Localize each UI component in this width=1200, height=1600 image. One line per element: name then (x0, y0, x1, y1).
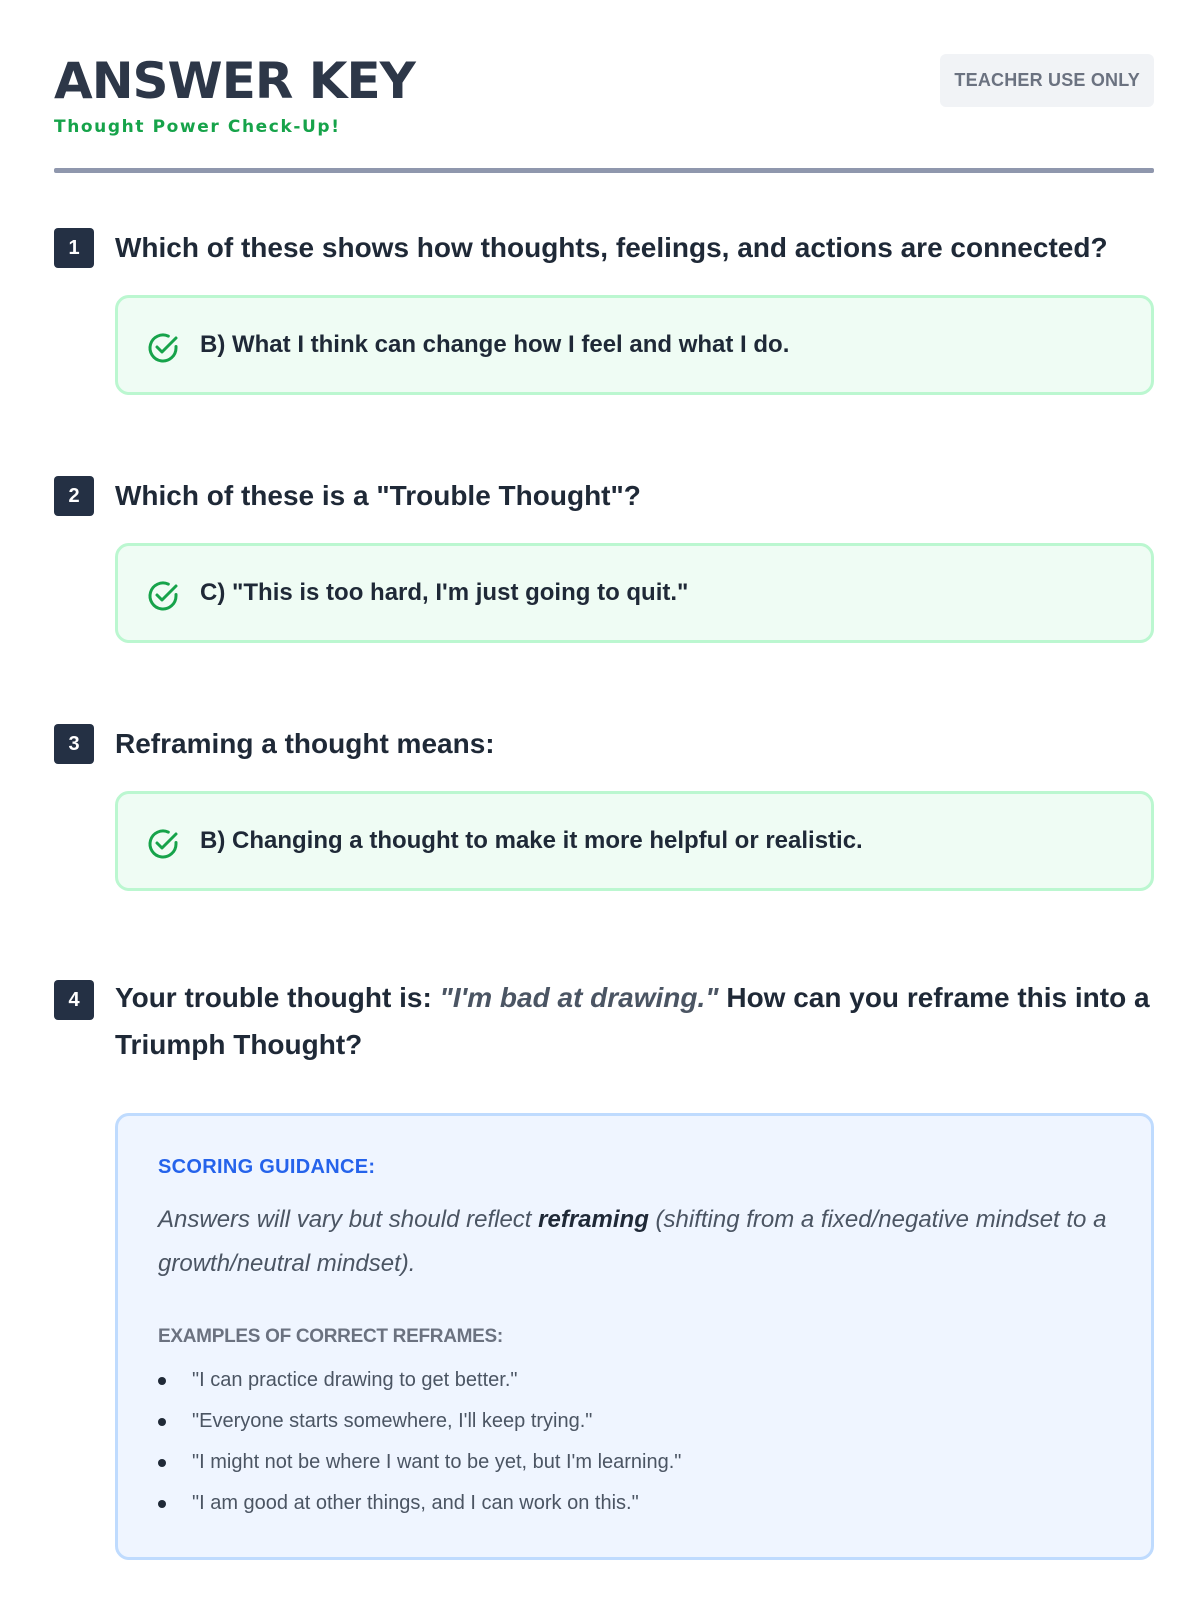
page-title: ANSWER KEY (54, 52, 415, 110)
question-text-tail: How can you reframe this into a Triumph Thought? (115, 982, 1150, 1060)
example-item: "I am good at other things, and I can work on this." (158, 1483, 681, 1524)
question-number: 3 (54, 724, 94, 764)
question-text: Which of these is a "Trouble Thought"? (115, 480, 641, 511)
answer-text: B) What I think can change how I feel and what I do. (200, 331, 790, 358)
correct-answer-box (115, 791, 1154, 891)
correct-answer-box (115, 295, 1154, 395)
examples-heading: EXAMPLES OF CORRECT REFRAMES: (158, 1326, 503, 1347)
scoring-guidance-text (158, 1198, 1118, 1286)
question-number: 1 (54, 228, 94, 268)
header-divider (54, 168, 1154, 173)
question-text: Reframing a thought means: (115, 728, 495, 759)
answer-text: C) "This is too hard, I'm just going to quit." (200, 579, 689, 606)
guidance-text-tail: (shifting from a fixed/negative mindset to a growth/neutral mindset). (158, 1206, 1107, 1277)
example-item: "Everyone starts somewhere, I'll keep trying." (158, 1401, 681, 1442)
question-text (115, 974, 1155, 1068)
question-text-lead: Your trouble thought is: (115, 982, 432, 1013)
check-circle-icon (146, 331, 180, 365)
question-number: 2 (54, 476, 94, 516)
trouble-thought-quote: "I'm bad at drawing." (439, 982, 719, 1013)
question-number: 4 (54, 980, 94, 1020)
examples-list (158, 1360, 681, 1524)
guidance-text-bold: reframing (538, 1206, 649, 1233)
question-text: Which of these shows how thoughts, feelings, and actions are connected? (115, 232, 1108, 263)
answer-key-page (54, 0, 1154, 1514)
teacher-use-badge: TEACHER USE ONLY (940, 54, 1154, 107)
page-header (54, 0, 1154, 176)
page-subtitle: Thought Power Check-Up! (54, 117, 341, 137)
correct-answer-box (115, 543, 1154, 643)
example-item: "I can practice drawing to get better." (158, 1360, 681, 1401)
check-circle-icon (146, 827, 180, 861)
scoring-guidance-box (115, 1113, 1154, 1560)
guidance-text-lead: Answers will vary but should reflect (158, 1206, 532, 1233)
answer-text: B) Changing a thought to make it more helpful or realistic. (200, 827, 863, 854)
scoring-guidance-heading: SCORING GUIDANCE: (158, 1156, 376, 1178)
example-item: "I might not be where I want to be yet, but I'm learning." (158, 1442, 681, 1483)
check-circle-icon (146, 579, 180, 613)
